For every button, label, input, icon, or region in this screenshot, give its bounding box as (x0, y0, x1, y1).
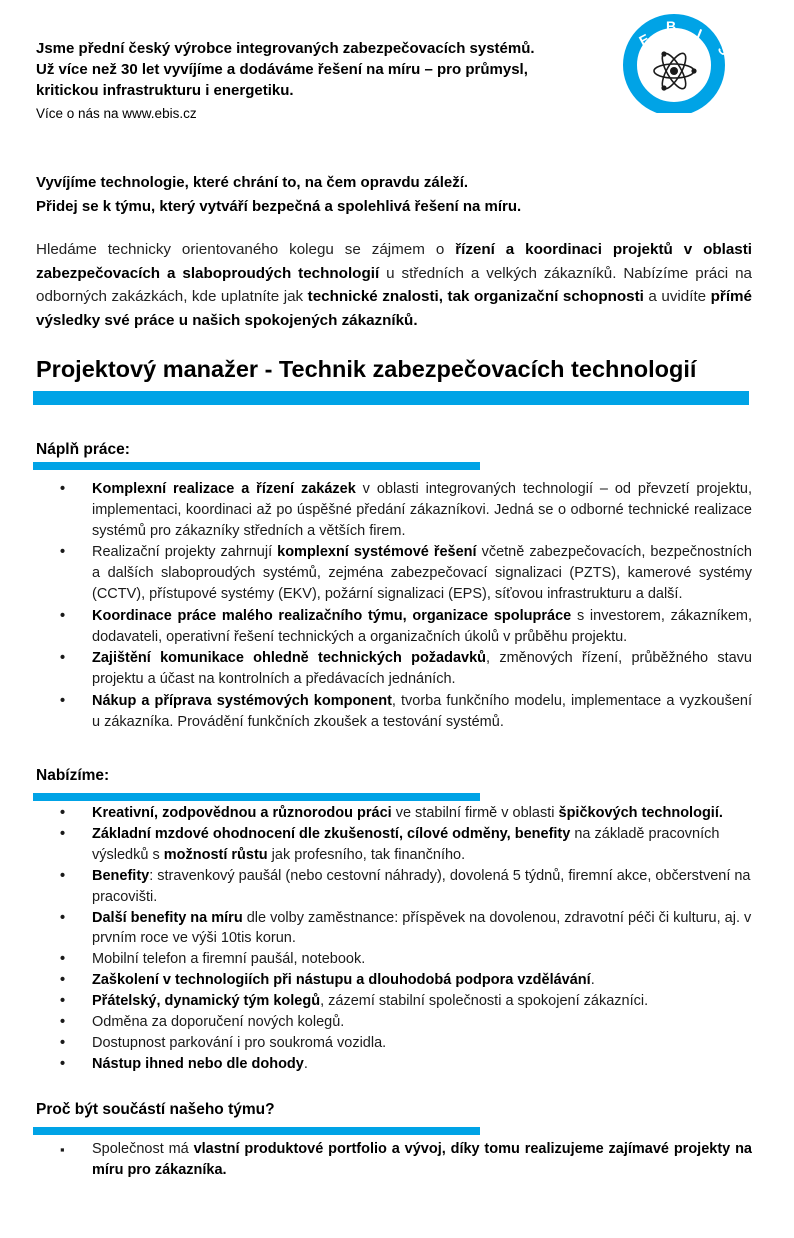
company-intro (36, 38, 606, 101)
svg-text:I: I (694, 25, 705, 42)
section-underline-bar (33, 462, 480, 470)
list-item (60, 542, 752, 604)
list-item (60, 1139, 752, 1181)
text: : stravenkový paušál (nebo cestovní náhrady), dovolená 5 týdnů, firemní akce, občerstvení na pracovišti. (92, 867, 751, 905)
text: dle volby zaměstnance: příspěvek na dovolenou, zdravotní péči či kulturu, aj. v prvním roce ve výši 10tis korun. (92, 909, 752, 947)
text: , zázemí stabilní společnosti a spokojení zákazníci. (320, 993, 649, 1010)
text: jak profesního, tak finančního. (267, 846, 466, 863)
bold-text: Zaškolení v technologiích při nástupu a dlouhodobá podpora vzdělávání (92, 972, 591, 989)
text: . (303, 1055, 308, 1072)
text: Odměna za doporučení nových kolegů. (92, 1014, 345, 1031)
bold-text: přímé výsledky své práce u našich spokojených zákazníků. (36, 288, 752, 329)
section-underline-bar (33, 1127, 480, 1135)
text: na základě pracovních výsledků s (92, 825, 720, 863)
section-underline-bar (33, 793, 480, 801)
list-item (60, 970, 752, 991)
tagline-line: Vyvíjíme technologie, které chrání to, na čem opravdu záleží. (36, 174, 469, 191)
bold-text: Přátelský, dynamický tým kolegů (92, 993, 321, 1010)
bold-text: Nákup a příprava systémových komponent (92, 692, 392, 709)
bold-text: Komplexní realizace a řízení zakázek (92, 481, 356, 497)
company-intro-line: Už více než 30 let vyvíjíme a dodáváme řešení na míru – pro průmysl, (36, 61, 528, 78)
ebis-logo (614, 13, 749, 113)
nabizime-list (60, 803, 752, 1075)
svg-text:S: S (714, 40, 733, 59)
proc-list (60, 1139, 752, 1181)
list-item (60, 949, 752, 970)
list-item (60, 1033, 752, 1054)
list-item (60, 691, 752, 733)
list-item (60, 908, 752, 950)
bold-text: Nástup ihned nebo dle dohody (92, 1055, 304, 1072)
bold-text: možností růstu (163, 846, 268, 863)
list-item (60, 803, 752, 824)
list-item (60, 991, 752, 1012)
company-intro-line: kritickou infrastrukturu i energetiku. (36, 82, 294, 99)
text: , tvorba funkčního modelu, implementace a vyzkoušení u zákazníka. Provádění funkčních zkoušek a testování systémů. (92, 692, 752, 730)
text: u středních a velkých zákazníků. Nabízíme práci na odborných zakázkách, kde uplatníte jak (36, 264, 752, 305)
list-item (60, 1012, 752, 1033)
list-item (60, 606, 752, 648)
list-item (60, 866, 752, 908)
text: ve stabilní firmě v oblasti (391, 805, 559, 821)
list-item (60, 648, 752, 690)
bold-text: Kreativní, zodpovědnou a různorodou práci (92, 805, 392, 821)
tagline-line: Přidej se k týmu, který vytváří bezpečná a spolehlivá řešení na míru. (36, 197, 522, 215)
text: . (590, 972, 595, 989)
text: s investorem, zákazníkem, dodavateli, operativní řešení technických a organizačních úkolů v průběhu projektu. (92, 607, 753, 645)
text: Mobilní telefon a firemní paušál, notebook. (92, 951, 366, 968)
company-intro-line: Jsme přední český výrobce integrovaných zabezpečovacích systémů. (36, 40, 535, 57)
bold-text: komplexní systémové řešení (277, 544, 477, 561)
bold-text: Koordinace práce malého realizačního týmu, organizace spolupráce (92, 607, 572, 624)
svg-text:B: B (666, 18, 677, 34)
text: , změnových řízení, průběžného stavu projektu a účast na kontrolních a předávacích jednáních. (92, 650, 752, 688)
napln-list (60, 479, 752, 734)
bold-text: Benefity (92, 867, 150, 884)
bold-text: Další benefity na míru (92, 909, 243, 926)
text: Realizační projekty zahrnují (92, 544, 278, 561)
section-title-nabizime: Nabízíme: (36, 767, 110, 784)
bold-text: špičkových technologií. (558, 805, 723, 821)
bold-text: Základní mzdové ohodnocení dle zkušeností, cílové odměny, benefity (92, 825, 571, 842)
list-item (60, 1054, 752, 1075)
job-title: Projektový manažer - Technik zabezpečovacích technologií (36, 356, 697, 382)
text: Dostupnost parkování i pro soukromá vozidla. (92, 1034, 387, 1051)
list-item (60, 479, 752, 541)
bold-text: Zajištění komunikace ohledně technických požadavků (92, 650, 487, 667)
tagline (36, 171, 521, 218)
section-title-proc: Proč být součástí našeho týmu? (36, 1101, 275, 1118)
text: v oblasti integrovaných technologií – od převzetí projektu, implementaci, koordinaci až po úspěšné předání zákazníkovi. Jedná se o odborné technické realizace systémů pro zákazníky středních a větších firem. (92, 481, 752, 539)
text: a uvidíte (643, 288, 711, 305)
list-item (60, 824, 752, 866)
svg-text:E: E (636, 30, 653, 50)
bold-text: vlastní produktové portfolio a vývoj, díky tomu realizujeme zajímavé projekty na míru pro zákazníka. (92, 1141, 752, 1178)
intro-paragraph (36, 238, 752, 332)
title-underline-bar (33, 391, 749, 405)
text: včetně zabezpečovacích, bezpečnostních a dalších slaboproudých systémů, zejména zabezpečovací signalizaci (PZTS), kamerové systémy (CCTV), přístupové systémy (EKV), požární signalizaci (EPS), síťovou infrastrukturu a další. (92, 544, 752, 602)
website-note: Více o nás na www.ebis.cz (36, 106, 197, 121)
text: Společnost má (92, 1141, 194, 1157)
bold-text: technické znalosti, tak organizační schopnosti (307, 288, 644, 305)
text: Hledáme technicky orientovaného kolegu se zájmem o (36, 241, 456, 258)
bold-text: řízení a koordinaci projektů v oblasti zabezpečovacích a slaboproudých technologií (36, 241, 753, 282)
section-title-napln: Náplň práce: (36, 441, 130, 458)
